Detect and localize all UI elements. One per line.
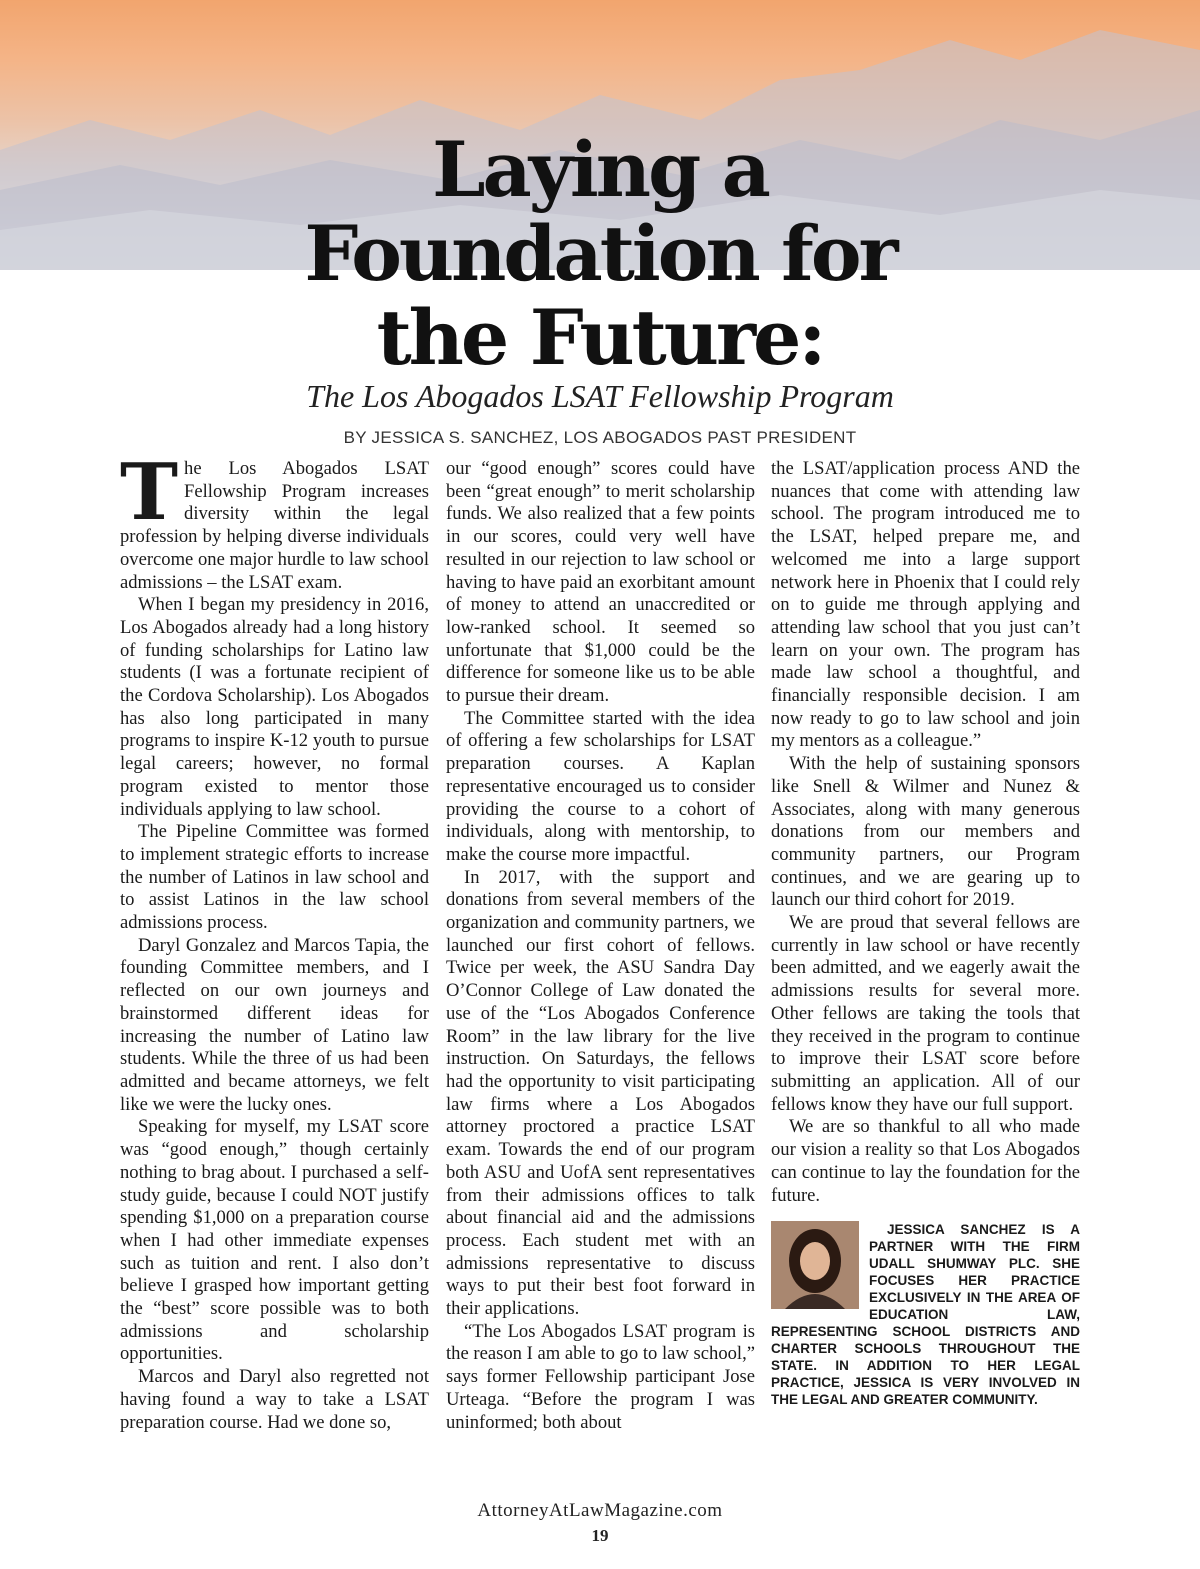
paragraph: The Committee started with the idea of offering a few scholarships for LSAT preparation courses. A Kaplan representative encouraged us to consider providing the course to a cohort of individuals, along with mentorship, to make the course more impactful.: [446, 707, 755, 865]
article-title: [0, 125, 1200, 382]
paragraph: Speaking for myself, my LSAT score was “good enough,” though certainly nothing to brag about. I purchased a self-study guide, because I could NOT justify spending $1,000 on a preparation course when I had other immediate expenses such as tuition and rent. I also don’t believe I grasped how important getting the “best” score possible was to both admissions and scholarship opportunities.: [120, 1116, 429, 1365]
paragraph: our “good enough” scores could have been “great enough” to merit scholarship funds. We also realized that a few points in our scores, could very well have resulted in our rejection to law school or having to have paid an exorbitant amount of money to attend an unaccredited or low-ranked school. It seemed so unfortunate that $1,000 could be the difference for someone like us to be able to pursue their dream.: [446, 458, 755, 707]
paragraph: In 2017, with the support and donations from several members of the organization and community partners, we launched our first cohort of fellows. Twice per week, the ASU Sandra Day O’Connor College of Law donated the use of the “Los Abogados Conference Room” in the law library for the live instruction. On Saturdays, the fellows had the opportunity to visit participating law firms where a Los Abogados attorney proctored a practice LSAT exam. Towards the end of our program both ASU and UofA sent representatives from their admissions offices to talk about financial aid and the admissions process. Each student met with an admissions representative to discuss ways to put their best foot forward in their applications.: [446, 866, 755, 1320]
article-column-2: [446, 458, 755, 1434]
byline: BY JESSICA S. SANCHEZ, LOS ABOGADOS PAST PRESIDENT: [343, 428, 857, 447]
drop-cap: T: [120, 447, 179, 538]
article-subtitle: The Los Abogados LSAT Fellowship Program: [306, 378, 894, 414]
paragraph: We are proud that several fellows are currently in law school or have recently been admitted, and we eagerly await the admissions results for several more. Other fellows are taking the tools that they received in the program to continue to improve their LSAT score before submitting an application. All of our fellows know they have our full support.: [771, 912, 1080, 1115]
paragraph: The Pipeline Committee was formed to implement strategic efforts to increase the number of Latinos in law school and to assist Latinos in the law school admissions process.: [120, 821, 429, 934]
author-bio-text: JESSICA SANCHEZ IS A PARTNER WITH THE FIRM UDALL SHUMWAY PLC. SHE FOCUSES HER PRACTICE EXCLUSIVELY IN THE AREA OF EDUCATION LAW, REPRESENTING SCHOOL DISTRICTS AND CHARTER SCHOOLS THROUGHOUT THE STATE. IN ADDITION TO HER LEGAL PRACTICE, JESSICA IS VERY INVOLVED IN THE LEGAL AND GREATER COMMUNITY.: [771, 1222, 1080, 1408]
article-column-1: [120, 447, 429, 1434]
footer-url: AttorneyAtLawMagazine.com: [477, 1500, 723, 1521]
paragraph: Marcos and Daryl also regretted not having found a way to take a LSAT preparation course. Had we done so,: [120, 1366, 429, 1433]
paragraph: We are so thankful to all who made our vision a reality so that Los Abogados can continue to lay the foundation for the future.: [771, 1116, 1080, 1206]
author-bio: [771, 1221, 1080, 1408]
paragraph: the LSAT/application process AND the nuances that come with attending law school. The program introduced me to the LSAT, helped prepare me, and welcomed me into a large support network here in Phoenix that I could rely on to guide me through applying and attending law school that you just can’t learn on your own. The program has made law school a thoughtful, and financially responsible decision. I am now ready to go to law school and join my mentors as a colleague.”: [771, 458, 1080, 752]
paragraph: With the help of sustaining sponsors like Snell & Wilmer and Nunez & Associates, along with many generous donations from our members and community partners, our Program continues, and we are gearing up to launch our third cohort for 2019.: [771, 753, 1080, 911]
paragraph: When I began my presidency in 2016, Los Abogados already had a long history of funding scholarships for Latino law students (I was a fortunate recipient of the Cordova Scholarship). Los Abogados has also long participated in many programs to inspire K-12 youth to pursue legal careers; however, no formal program existed to mentor those individuals applying to law school.: [120, 594, 429, 820]
author-photo: [771, 1221, 859, 1309]
paragraph-text: he Los Abogados LSAT Fellowship Program increases diversity within the legal profession by helping diverse individuals overcome one major hurdle to law school admissions – the LSAT exam.: [120, 458, 429, 593]
page-number: 19: [591, 1526, 609, 1545]
title-line: Laying a: [432, 125, 768, 214]
title-line: Foundation for: [304, 209, 896, 298]
paragraph: [120, 447, 429, 594]
title-line: the Future:: [376, 293, 824, 382]
article-column-3: [771, 458, 1080, 1408]
paragraph: Daryl Gonzalez and Marcos Tapia, the founding Committee members, and I reflected on our own journeys and brainstormed different ideas for increasing the number of Latino law students. While the three of us had been admitted and became attorneys, we felt like we were the lucky ones.: [120, 934, 429, 1115]
paragraph: “The Los Abogados LSAT program is the reason I am able to go to law school,” says former Fellowship participant Jose Urteaga. “Before the program I was uninformed; both about: [446, 1320, 755, 1433]
